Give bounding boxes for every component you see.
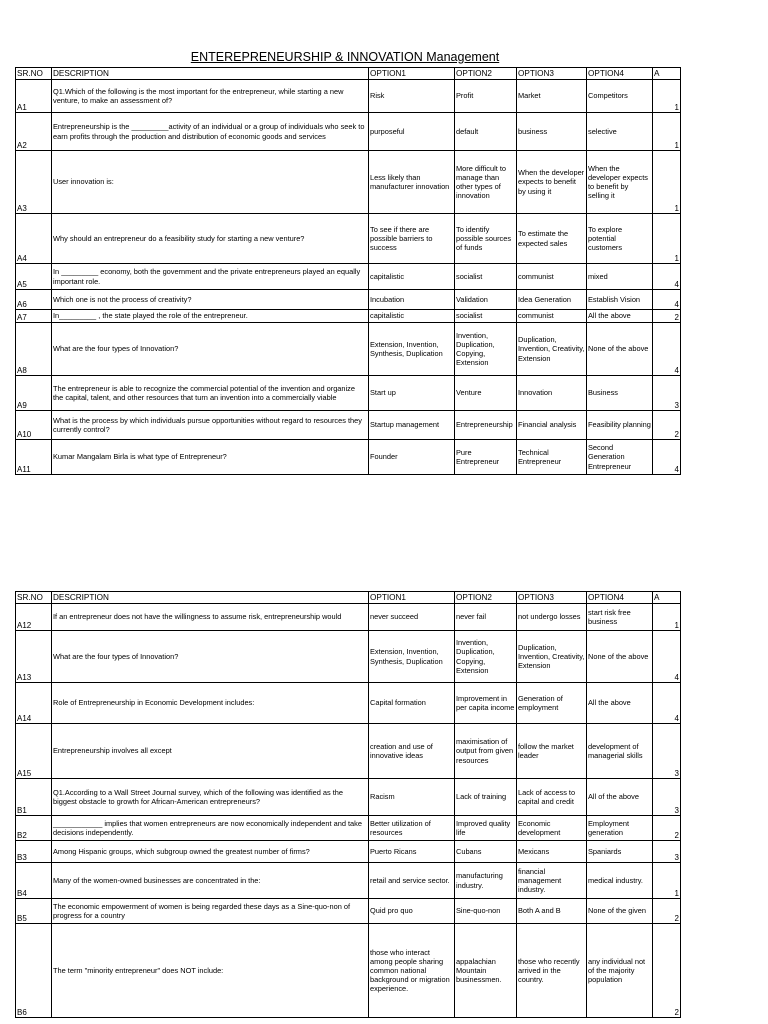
option1-cell: Better utilization of resources xyxy=(369,816,455,841)
table-row xyxy=(16,841,681,863)
option2-cell: appalachian Mountain businessmen. xyxy=(455,924,517,1018)
option2-cell: never fail xyxy=(455,604,517,631)
option2-cell: Profit xyxy=(455,80,517,113)
table-row xyxy=(16,924,681,1018)
option3-cell: financial management industry. xyxy=(517,863,587,899)
option2-cell: default xyxy=(455,113,517,151)
header-sr-no: SR.NO xyxy=(16,592,52,604)
option2-cell: Improvement in per capita income xyxy=(455,683,517,724)
description-cell: The entrepreneur is able to recognize the commercial potential of the invention and organize the capital, talent, and other resources that turn an invention into a commercially viable xyxy=(52,376,369,411)
description-cell: Why should an entrepreneur do a feasibility study for starting a new venture? xyxy=(52,214,369,264)
question-table-2 xyxy=(15,591,681,1018)
option3-cell: Technical Entrepreneur xyxy=(517,440,587,475)
table-header-row xyxy=(16,592,681,604)
option1-cell: purposeful xyxy=(369,113,455,151)
option4-cell: None of the above xyxy=(587,323,653,376)
answer-cell: 3 xyxy=(653,779,681,816)
option3-cell: Idea Generation xyxy=(517,290,587,310)
option3-cell: Economic development xyxy=(517,816,587,841)
document-title: ENTEREPRENEURSHIP & INNOVATION Management xyxy=(190,50,500,64)
option4-cell: All of the above xyxy=(587,779,653,816)
sr-no-cell: A9 xyxy=(16,376,52,411)
option3-cell: Duplication, Invention, Creativity, Extension xyxy=(517,631,587,683)
answer-cell: 4 xyxy=(653,631,681,683)
header-option2: OPTION2 xyxy=(455,68,517,80)
option3-cell: Both A and B xyxy=(517,899,587,924)
answer-cell: 3 xyxy=(653,841,681,863)
sr-no-cell: A2 xyxy=(16,113,52,151)
option1-cell: never succeed xyxy=(369,604,455,631)
option3-cell: communist xyxy=(517,310,587,323)
option1-cell: Less likely than manufacturer innovation xyxy=(369,151,455,214)
option4-cell: None of the above xyxy=(587,631,653,683)
answer-cell: 3 xyxy=(653,376,681,411)
option4-cell: All the above xyxy=(587,310,653,323)
option1-cell: Startup management xyxy=(369,411,455,440)
sr-no-cell: B5 xyxy=(16,899,52,924)
option3-cell: Financial analysis xyxy=(517,411,587,440)
table-row xyxy=(16,899,681,924)
option2-cell: Entrepreneurship xyxy=(455,411,517,440)
sr-no-cell: B4 xyxy=(16,863,52,899)
option1-cell: Extension, Invention, Synthesis, Duplication xyxy=(369,631,455,683)
answer-cell: 1 xyxy=(653,151,681,214)
table-row xyxy=(16,214,681,264)
description-cell: Which one is not the process of creativity? xyxy=(52,290,369,310)
option4-cell: Feasibility planning xyxy=(587,411,653,440)
answer-cell: 2 xyxy=(653,816,681,841)
table-row xyxy=(16,440,681,475)
header-answer: A xyxy=(653,68,681,80)
sr-no-cell: A12 xyxy=(16,604,52,631)
description-cell: Entrepreneurship involves all except xyxy=(52,724,369,779)
description-cell: Among Hispanic groups, which subgroup owned the greatest number of firms? xyxy=(52,841,369,863)
option1-cell: Racism xyxy=(369,779,455,816)
header-option3: OPTION3 xyxy=(517,592,587,604)
option2-cell: Improved quality life xyxy=(455,816,517,841)
answer-cell: 2 xyxy=(653,924,681,1018)
option3-cell: Lack of access to capital and credit xyxy=(517,779,587,816)
option1-cell: Founder xyxy=(369,440,455,475)
option3-cell: Mexicans xyxy=(517,841,587,863)
sr-no-cell: A3 xyxy=(16,151,52,214)
description-cell: Kumar Mangalam Birla is what type of Entrepreneur? xyxy=(52,440,369,475)
option2-cell: Invention, Duplication, Copying, Extension xyxy=(455,631,517,683)
table-row xyxy=(16,816,681,841)
option4-cell: mixed xyxy=(587,264,653,290)
table-row xyxy=(16,151,681,214)
option4-cell: Establish Vision xyxy=(587,290,653,310)
option2-cell: Validation xyxy=(455,290,517,310)
option4-cell: development of managerial skills xyxy=(587,724,653,779)
table-row xyxy=(16,323,681,376)
option3-cell: follow the market leader xyxy=(517,724,587,779)
answer-cell: 4 xyxy=(653,440,681,475)
description-cell: What is the process by which individuals pursue opportunities without regard to resources they currently control? xyxy=(52,411,369,440)
option4-cell: Employment generation xyxy=(587,816,653,841)
header-option4: OPTION4 xyxy=(587,68,653,80)
answer-cell: 3 xyxy=(653,724,681,779)
description-cell: Role of Entrepreneurship in Economic Development includes: xyxy=(52,683,369,724)
table-row xyxy=(16,411,681,440)
option2-cell: Lack of training xyxy=(455,779,517,816)
option2-cell: Cubans xyxy=(455,841,517,863)
option3-cell: Duplication, Invention, Creativity, Extension xyxy=(517,323,587,376)
answer-cell: 1 xyxy=(653,604,681,631)
description-cell: User innovation is: xyxy=(52,151,369,214)
answer-cell: 4 xyxy=(653,264,681,290)
sr-no-cell: B1 xyxy=(16,779,52,816)
table-row xyxy=(16,310,681,323)
table-row xyxy=(16,724,681,779)
answer-cell: 2 xyxy=(653,899,681,924)
option1-cell: creation and use of innovative ideas xyxy=(369,724,455,779)
header-sr-no: SR.NO xyxy=(16,68,52,80)
sr-no-cell: A8 xyxy=(16,323,52,376)
sr-no-cell: A5 xyxy=(16,264,52,290)
answer-cell: 4 xyxy=(653,323,681,376)
answer-cell: 4 xyxy=(653,290,681,310)
header-option2: OPTION2 xyxy=(455,592,517,604)
option2-cell: socialist xyxy=(455,310,517,323)
sr-no-cell: A14 xyxy=(16,683,52,724)
description-cell: In_________ , the state played the role of the entrepreneur. xyxy=(52,310,369,323)
table-row xyxy=(16,376,681,411)
option2-cell: Venture xyxy=(455,376,517,411)
option4-cell: start risk free business xyxy=(587,604,653,631)
table-header-row xyxy=(16,68,681,80)
description-cell: Q1.Which of the following is the most important for the entrepreneur, while starting a new venture, to make an assessment of? xyxy=(52,80,369,113)
header-option4: OPTION4 xyxy=(587,592,653,604)
table-row xyxy=(16,80,681,113)
option4-cell: Second Generation Entrepreneur xyxy=(587,440,653,475)
answer-cell: 1 xyxy=(653,80,681,113)
option4-cell: selective xyxy=(587,113,653,151)
option4-cell: medical industry. xyxy=(587,863,653,899)
description-cell: Q1.According to a Wall Street Journal survey, which of the following was identified as the biggest obstacle to growth for African-American entrepreneurs? xyxy=(52,779,369,816)
answer-cell: 4 xyxy=(653,683,681,724)
option2-cell: To identify possible sources of funds xyxy=(455,214,517,264)
table-row xyxy=(16,863,681,899)
description-cell: ____________ implies that women entrepreneurs are now economically independent and take decisions independently. xyxy=(52,816,369,841)
option2-cell: Invention, Duplication, Copying, Extension xyxy=(455,323,517,376)
table-row xyxy=(16,264,681,290)
header-option3: OPTION3 xyxy=(517,68,587,80)
option1-cell: capitalistic xyxy=(369,264,455,290)
sr-no-cell: A15 xyxy=(16,724,52,779)
option4-cell: To explore potential customers xyxy=(587,214,653,264)
option3-cell: those who recently arrived in the country. xyxy=(517,924,587,1018)
description-cell: What are the four types of Innovation? xyxy=(52,323,369,376)
description-cell: What are the four types of Innovation? xyxy=(52,631,369,683)
table-row xyxy=(16,779,681,816)
option3-cell: communist xyxy=(517,264,587,290)
option1-cell: Risk xyxy=(369,80,455,113)
header-description: DESCRIPTION xyxy=(52,68,369,80)
option3-cell: not undergo losses xyxy=(517,604,587,631)
sr-no-cell: B2 xyxy=(16,816,52,841)
option2-cell: maximisation of output from given resources xyxy=(455,724,517,779)
option1-cell: Extension, Invention, Synthesis, Duplication xyxy=(369,323,455,376)
table-row xyxy=(16,113,681,151)
answer-cell: 2 xyxy=(653,310,681,323)
table-row xyxy=(16,683,681,724)
option2-cell: Pure Entrepreneur xyxy=(455,440,517,475)
header-description: DESCRIPTION xyxy=(52,592,369,604)
answer-cell: 1 xyxy=(653,863,681,899)
option1-cell: retail and service sector. xyxy=(369,863,455,899)
option1-cell: Incubation xyxy=(369,290,455,310)
option1-cell: To see if there are possible barriers to success xyxy=(369,214,455,264)
option4-cell: Business xyxy=(587,376,653,411)
description-cell: The term "minority entrepreneur" does NOT include: xyxy=(52,924,369,1018)
description-cell: The economic empowerment of women is being regarded these days as a Sine-quo-non of progress for a country xyxy=(52,899,369,924)
option3-cell: Innovation xyxy=(517,376,587,411)
option1-cell: Capital formation xyxy=(369,683,455,724)
answer-cell: 2 xyxy=(653,411,681,440)
sr-no-cell: A6 xyxy=(16,290,52,310)
option4-cell: Competitors xyxy=(587,80,653,113)
answer-cell: 1 xyxy=(653,113,681,151)
option1-cell: capitalistic xyxy=(369,310,455,323)
option3-cell: Market xyxy=(517,80,587,113)
sr-no-cell: A11 xyxy=(16,440,52,475)
description-cell: In _________ economy, both the government and the private entrepreneurs played an equally important role. xyxy=(52,264,369,290)
table-row xyxy=(16,290,681,310)
option3-cell: When the developer expects to benefit by using it xyxy=(517,151,587,214)
option1-cell: Start up xyxy=(369,376,455,411)
header-answer: A xyxy=(653,592,681,604)
option2-cell: manufacturing industry. xyxy=(455,863,517,899)
option1-cell: those who interact among people sharing common national background or migration experience. xyxy=(369,924,455,1018)
sr-no-cell: A10 xyxy=(16,411,52,440)
option2-cell: Sine-quo-non xyxy=(455,899,517,924)
sr-no-cell: A7 xyxy=(16,310,52,323)
option1-cell: Puerto Ricans xyxy=(369,841,455,863)
header-option1: OPTION1 xyxy=(369,68,455,80)
description-cell: If an entrepreneur does not have the willingness to assume risk, entrepreneurship would xyxy=(52,604,369,631)
option4-cell: All the above xyxy=(587,683,653,724)
option4-cell: When the developer expects to benefit by selling it xyxy=(587,151,653,214)
description-cell: Entrepreneurship is the _________activity of an individual or a group of individuals who seek to earn profits through the production and distribution of economic goods and services xyxy=(52,113,369,151)
option3-cell: To estimate the expected sales xyxy=(517,214,587,264)
sr-no-cell: A13 xyxy=(16,631,52,683)
sr-no-cell: B3 xyxy=(16,841,52,863)
option3-cell: Generation of employment xyxy=(517,683,587,724)
option4-cell: None of the given xyxy=(587,899,653,924)
option2-cell: More difficult to manage than other types of innovation xyxy=(455,151,517,214)
option1-cell: Quid pro quo xyxy=(369,899,455,924)
option4-cell: Spaniards xyxy=(587,841,653,863)
description-cell: Many of the women-owned businesses are concentrated in the: xyxy=(52,863,369,899)
sr-no-cell: A4 xyxy=(16,214,52,264)
question-table-1 xyxy=(15,67,681,475)
sr-no-cell: B6 xyxy=(16,924,52,1018)
option2-cell: socialist xyxy=(455,264,517,290)
table-row xyxy=(16,604,681,631)
sr-no-cell: A1 xyxy=(16,80,52,113)
option4-cell: any individual not of the majority population xyxy=(587,924,653,1018)
answer-cell: 1 xyxy=(653,214,681,264)
table-row xyxy=(16,631,681,683)
header-option1: OPTION1 xyxy=(369,592,455,604)
option3-cell: business xyxy=(517,113,587,151)
